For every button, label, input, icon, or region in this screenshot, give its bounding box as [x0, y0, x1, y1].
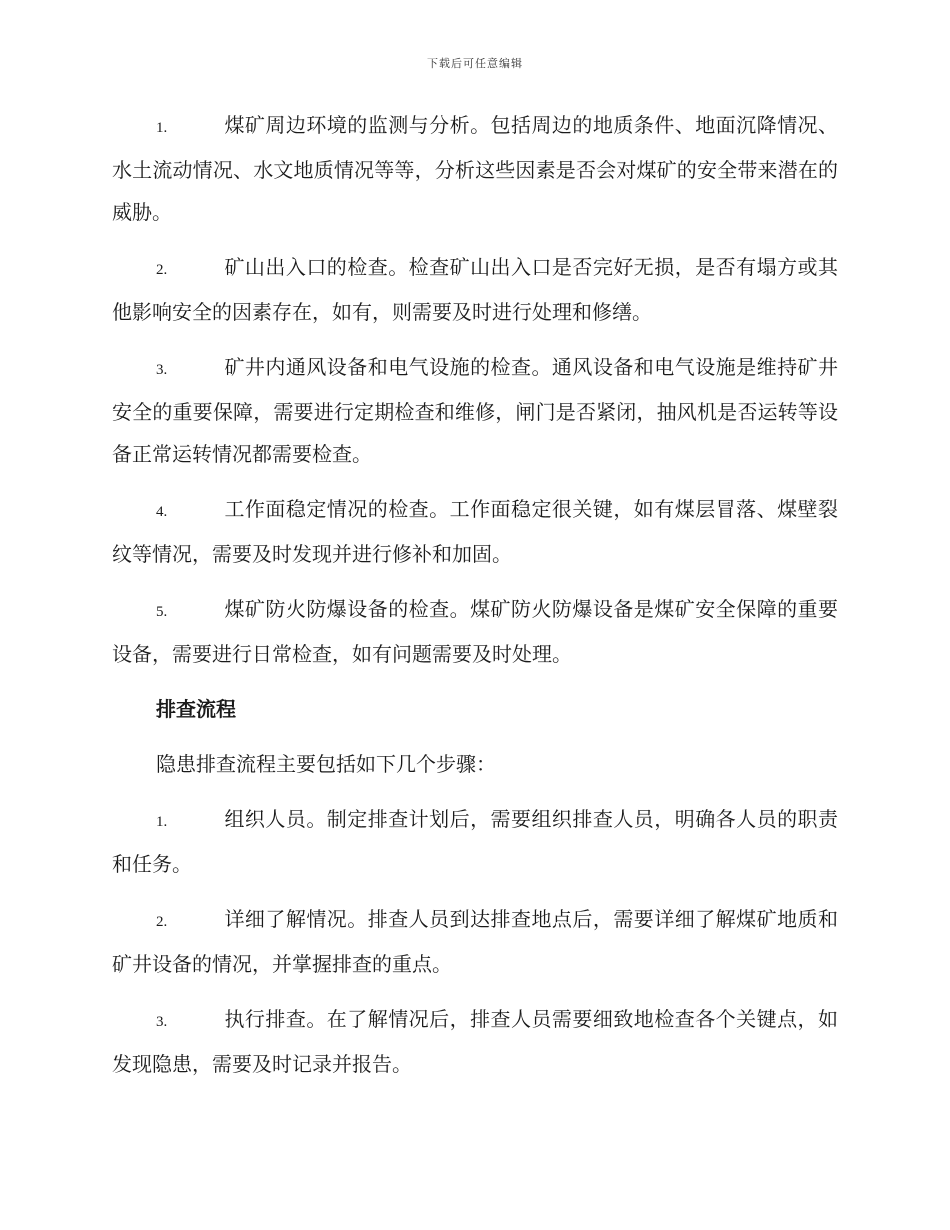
document-body	[112, 70, 838, 1085]
list-item	[112, 246, 838, 333]
list-item	[112, 588, 838, 675]
list-text: 执行排查。在了解情况后，排查人员需要细致地检查各个关键点，如发现隐患，需要及时记录并报告。	[112, 1007, 838, 1076]
list-text: 矿井内通风设备和电气设施的检查。通风设备和电气设施是维持矿井安全的重要保障，需要进行定期检查和维修，闸门是否紧闭，抽风机是否运转等设备正常运转情况都需要检查。	[112, 355, 838, 466]
section-heading: 排查流程	[156, 697, 236, 721]
list-number: 2.	[156, 914, 168, 930]
list-item	[112, 898, 838, 985]
list-number: 3.	[156, 362, 168, 378]
list-number: 4.	[156, 504, 168, 520]
list-item	[112, 798, 838, 885]
list-number: 2.	[156, 262, 168, 278]
list-item	[112, 346, 838, 475]
list-number: 1.	[156, 814, 168, 830]
list-number: 5.	[156, 604, 168, 620]
list-text: 工作面稳定情况的检查。工作面稳定很关键，如有煤层冒落、煤壁裂纹等情况，需要及时发现并进行修补和加固。	[112, 497, 838, 566]
list-item	[112, 488, 838, 575]
section-intro: 隐患排查流程主要包括如下几个步骤：	[156, 752, 496, 776]
list-number: 3.	[156, 1014, 168, 1030]
list-number: 1.	[156, 120, 168, 136]
page-header: 下载后可任意编辑	[427, 57, 523, 70]
list-text: 煤矿防火防爆设备的检查。煤矿防火防爆设备是煤矿安全保障的重要设备，需要进行日常检查，如有问题需要及时处理。	[112, 597, 838, 666]
list-text: 组织人员。制定排查计划后，需要组织排查人员，明确各人员的职责和任务。	[112, 807, 838, 876]
list-text: 矿山出入口的检查。检查矿山出入口是否完好无损，是否有塌方或其他影响安全的因素存在，如有，则需要及时进行处理和修缮。	[112, 255, 838, 324]
list-item	[112, 998, 838, 1085]
list-text: 煤矿周边环境的监测与分析。包括周边的地质条件、地面沉降情况、水土流动情况、水文地质情况等等，分析这些因素是否会对煤矿的安全带来潜在的威胁。	[112, 113, 838, 224]
list-text: 详细了解情况。排查人员到达排查地点后，需要详细了解煤矿地质和矿井设备的情况，并掌握排查的重点。	[112, 907, 838, 976]
list-item	[112, 104, 838, 233]
